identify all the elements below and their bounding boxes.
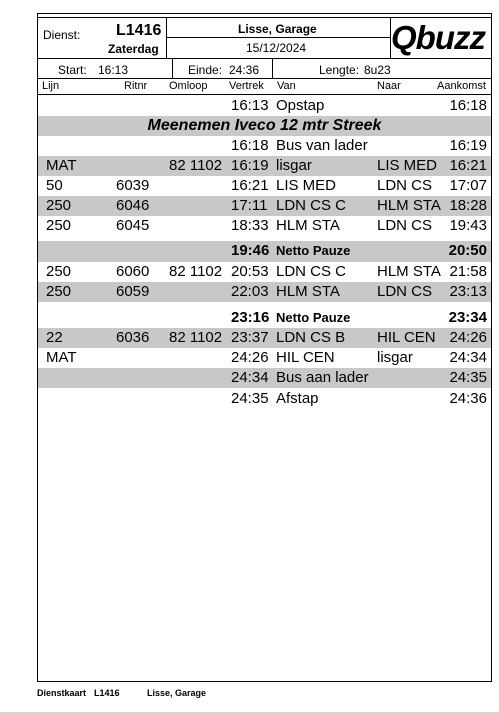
cell-vertrek: 16:21 (231, 177, 269, 194)
cell-van: HLM STA (276, 217, 340, 234)
col-lijn: Lijn (42, 80, 60, 92)
cell-vertrek: 22:03 (231, 283, 269, 300)
column-header-rule (38, 94, 491, 95)
cell-naar: HIL CEN (377, 329, 436, 346)
cell-van: HLM STA (276, 283, 340, 300)
cell-vertrek: 16:18 (231, 137, 269, 154)
cell-aankomst: 17:07 (449, 177, 487, 194)
cell-ritnr: 6036 (116, 329, 150, 346)
cell-van: Netto Pauze (276, 310, 351, 325)
cell-vertrek: 24:35 (231, 390, 269, 407)
cell-lijn: 250 (46, 197, 72, 214)
day-label: Zaterdag (108, 42, 159, 56)
cell-van: Netto Pauze (276, 243, 351, 258)
table-row (38, 389, 491, 409)
cell-aankomst: 19:43 (449, 217, 487, 234)
banner-text: Meenemen Iveco 12 mtr Streek (147, 117, 382, 134)
header-top-rule (37, 17, 492, 18)
col-van: Van (277, 80, 296, 92)
table-row (38, 368, 491, 388)
banner-row (38, 116, 491, 136)
location-date-divider (166, 37, 391, 38)
header-vdivider-1 (166, 17, 167, 58)
cell-van: LDN CS C (276, 263, 347, 280)
table-row (38, 328, 491, 348)
qbuzz-logo: Qbuzz (391, 19, 485, 56)
info-vdivider-2 (272, 58, 273, 78)
cell-aankomst: 18:28 (449, 197, 487, 214)
dienst-label: Dienst: (43, 28, 81, 42)
cell-vertrek: 18:33 (231, 217, 269, 234)
cell-ritnr: 6045 (116, 217, 150, 234)
cell-ritnr: 6060 (116, 263, 150, 280)
col-ritnr: Ritnr (124, 80, 148, 92)
cell-van: Bus aan lader (276, 369, 369, 386)
cell-lijn: MAT (46, 349, 77, 366)
cell-omloop: 82 1102 (169, 263, 223, 280)
col-naar: Naar (377, 80, 401, 92)
col-vertrek: Vertrek (229, 80, 264, 92)
location-label: Lisse, Garage (238, 22, 317, 36)
cell-omloop: 82 1102 (169, 329, 223, 346)
cell-naar: LDN CS (377, 177, 433, 194)
cell-van: HIL CEN (276, 349, 335, 366)
cell-ritnr: 6039 (116, 177, 150, 194)
cell-lijn: MAT (46, 157, 77, 174)
table-row (38, 282, 491, 302)
cell-van: lisgar (276, 157, 312, 174)
table-row (38, 348, 491, 368)
pause-row (38, 241, 491, 262)
table-row (38, 262, 491, 282)
footer-location: Lisse, Garage (147, 688, 207, 698)
table-row (38, 216, 491, 236)
footer-code: L1416 (94, 688, 120, 698)
cell-naar: LDN CS (377, 283, 433, 300)
cell-aankomst: 24:36 (449, 390, 487, 407)
cell-aankomst: 16:21 (449, 157, 487, 174)
cell-vertrek: 24:26 (231, 349, 269, 366)
col-aankomst: Aankomst (437, 80, 486, 92)
cell-omloop: 82 1102 (169, 157, 223, 174)
cell-van: Opstap (276, 97, 325, 114)
cell-van: LIS MED (276, 177, 337, 194)
einde-label: Einde: (188, 63, 223, 77)
einde-value: 24:36 (229, 63, 260, 77)
cell-aankomst: 16:19 (449, 137, 487, 154)
cell-naar: HLM STA (377, 197, 441, 214)
cell-ritnr: 6059 (116, 283, 150, 300)
cell-vertrek: 16:19 (231, 157, 269, 174)
info-divider (38, 78, 491, 79)
cell-vertrek: 19:46 (231, 242, 270, 259)
cell-aankomst: 21:58 (449, 263, 487, 280)
start-label: Start: (58, 63, 87, 77)
cell-vertrek: 16:13 (231, 97, 269, 114)
table-row (38, 176, 491, 196)
cell-aankomst: 24:35 (449, 369, 487, 386)
cell-vertrek: 23:16 (231, 309, 270, 326)
cell-aankomst: 16:18 (449, 97, 487, 114)
cell-van: LDN CS B (276, 329, 346, 346)
footer-title: Dienstkaart (37, 688, 87, 698)
cell-lijn: 50 (46, 177, 63, 194)
cell-naar: HLM STA (377, 263, 441, 280)
cell-aankomst: 23:13 (449, 283, 487, 300)
table-row (38, 96, 491, 116)
cell-vertrek: 23:37 (231, 329, 269, 346)
lengte-label: Lengte: (319, 63, 360, 77)
cell-lijn: 22 (46, 329, 63, 346)
cell-naar: LIS MED (377, 157, 438, 174)
cell-lijn: 250 (46, 217, 72, 234)
table-row (38, 136, 491, 156)
cell-van: Bus van lader (276, 137, 368, 154)
cell-lijn: 250 (46, 263, 72, 280)
cell-vertrek: 17:11 (231, 197, 268, 214)
cell-lijn: 250 (46, 283, 72, 300)
cell-vertrek: 20:53 (231, 263, 269, 280)
table-row (38, 196, 491, 216)
cell-ritnr: 6046 (116, 197, 150, 214)
lengte-value: 8u23 (364, 63, 391, 77)
start-value: 16:13 (98, 63, 129, 77)
pause-row (38, 308, 491, 329)
cell-aankomst: 24:34 (449, 349, 487, 366)
table-row (38, 156, 491, 176)
date-label: 15/12/2024 (246, 41, 307, 55)
info-vdivider-1 (172, 58, 173, 78)
cell-van: Afstap (276, 390, 319, 407)
cell-aankomst: 20:50 (448, 242, 487, 259)
cell-naar: lisgar (377, 349, 413, 366)
cell-aankomst: 24:26 (449, 329, 487, 346)
header-divider (38, 58, 491, 59)
cell-naar: LDN CS (377, 217, 433, 234)
cell-van: LDN CS C (276, 197, 347, 214)
cell-vertrek: 24:34 (231, 369, 269, 386)
dienst-code: L1416 (116, 22, 162, 39)
col-omloop: Omloop (169, 80, 208, 92)
cell-aankomst: 23:34 (448, 309, 487, 326)
